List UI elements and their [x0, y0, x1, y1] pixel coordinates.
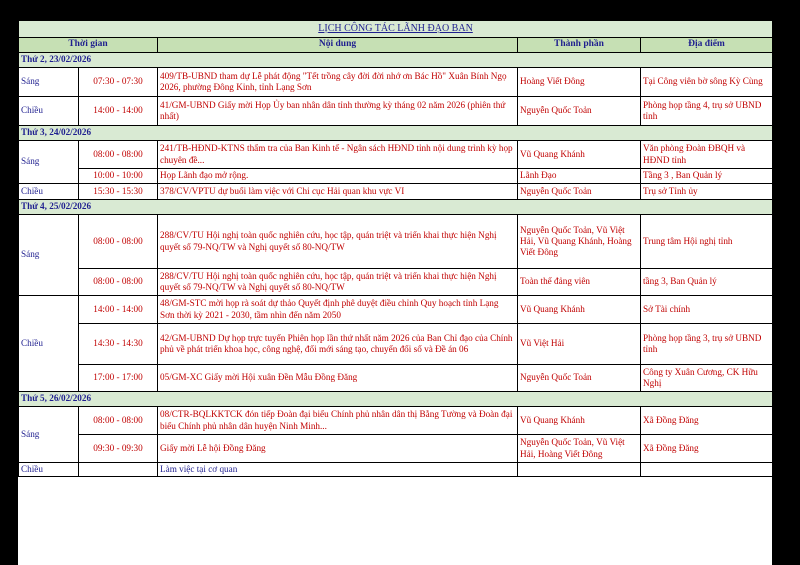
session-label: Sáng [19, 407, 79, 463]
event-location: Phòng họp tầng 3, trụ sở UBND tỉnh [641, 324, 773, 365]
table-row [19, 296, 773, 324]
header-time: Thời gian [19, 38, 158, 53]
event-location: Tầng 3 , Ban Quản lý [641, 169, 773, 184]
table-row [19, 169, 773, 184]
table-row [19, 68, 773, 97]
event-participants: Nguyễn Quốc Toản, Vũ Việt Hải, Vũ Quang Khánh, Hoàng Viết Đông [518, 215, 641, 269]
event-content: 378/CV/VPTU dự buổi làm việc với Chi cục Hải quan khu vực VI [158, 184, 518, 200]
event-content: 42/GM-UBND Dự họp trực tuyến Phiên họp lần thứ nhất năm 2026 của Ban Chỉ đạo của Chính phủ về phát triển khoa học, công nghệ, đổi mới sáng tạo, chuyển đổi số và Đề án 06 [158, 324, 518, 365]
table-row [19, 215, 773, 269]
table-row [19, 269, 773, 296]
event-participants: Nguyễn Quốc Toản [518, 97, 641, 126]
event-time: 14:00 - 14:00 [79, 296, 158, 324]
day-header: Thứ 5, 26/02/2026 [19, 392, 773, 407]
event-participants: Hoàng Viết Đông [518, 68, 641, 97]
table-row [19, 463, 773, 477]
schedule-table [18, 20, 773, 477]
event-time: 17:00 - 17:00 [79, 365, 158, 392]
event-time [79, 463, 158, 477]
day-header: Thứ 4, 25/02/2026 [19, 200, 773, 215]
day-header: Thứ 3, 24/02/2026 [19, 126, 773, 141]
event-participants: Nguyễn Quốc Toản [518, 365, 641, 392]
event-location: Trụ sở Tỉnh ủy [641, 184, 773, 200]
session-label: Chiều [19, 463, 79, 477]
table-row [19, 184, 773, 200]
session-label: Sáng [19, 68, 79, 97]
table-row [19, 365, 773, 392]
event-content: 08/CTR-BQLKKTCK đón tiếp Đoàn đại biểu Chính phủ nhân dân thị Bằng Tường và Đoàn đại biểu Chính phủ nhân dân huyện Ninh Minh... [158, 407, 518, 435]
table-row [19, 435, 773, 463]
day-header: Thứ 2, 23/02/2026 [19, 53, 773, 68]
table-row [19, 324, 773, 365]
event-participants: Nguyễn Quốc Toản, Vũ Việt Hải, Hoàng Viết Đông [518, 435, 641, 463]
event-time: 08:00 - 08:00 [79, 407, 158, 435]
event-participants: Vũ Quang Khánh [518, 141, 641, 169]
table-row [19, 97, 773, 126]
event-content: Họp Lãnh đạo mở rộng. [158, 169, 518, 184]
event-content: 409/TB-UBND tham dự Lễ phát động "Tết trồng cây đời đời nhớ ơn Bác Hồ" Xuân Bính Ngọ 2026, phường Đông Kinh, tỉnh Lạng Sơn [158, 68, 518, 97]
event-content: 48/GM-STC mời họp rà soát dự thảo Quyết định phê duyệt điều chỉnh Quy hoạch tỉnh Lạng Sơn thời kỳ 2021 - 2030, tầm nhìn đến năm 2050 [158, 296, 518, 324]
event-content: 288/CV/TU Hội nghị toàn quốc nghiên cứu, học tập, quán triệt và triển khai thực hiện Nghị quyết số 79-NQ/TW và Nghị quyết số 80-NQ/TW [158, 269, 518, 296]
event-time: 14:30 - 14:30 [79, 324, 158, 365]
session-label: Chiều [19, 184, 79, 200]
event-participants [518, 463, 641, 477]
event-location: Sở Tài chính [641, 296, 773, 324]
event-time: 09:30 - 09:30 [79, 435, 158, 463]
event-time: 07:30 - 07:30 [79, 68, 158, 97]
event-participants: Vũ Việt Hải [518, 324, 641, 365]
event-content: 05/GM-XC Giấy mời Hội xuân Đền Mẫu Đồng Đăng [158, 365, 518, 392]
event-content: 41/GM-UBND Giấy mời Họp Ủy ban nhân dân tỉnh thường kỳ tháng 02 năm 2026 (phiên thứ nhất) [158, 97, 518, 126]
event-location [641, 463, 773, 477]
event-location: Văn phòng Đoàn ĐBQH và HĐND tỉnh [641, 141, 773, 169]
event-location: Xã Đồng Đăng [641, 435, 773, 463]
event-time: 08:00 - 08:00 [79, 269, 158, 296]
table-row [19, 141, 773, 169]
event-content: Giấy mời Lễ hội Đồng Đăng [158, 435, 518, 463]
session-label: Sáng [19, 141, 79, 184]
event-content: Làm việc tại cơ quan [158, 463, 518, 477]
event-content: 288/CV/TU Hội nghị toàn quốc nghiên cứu, học tập, quán triệt và triển khai thực hiện Nghị quyết số 79-NQ/TW và Nghị quyết số 80-NQ/TW [158, 215, 518, 269]
event-participants: Vũ Quang Khánh [518, 296, 641, 324]
event-location: Tại Công viên bờ sông Kỳ Cùng [641, 68, 773, 97]
event-participants: Lãnh Đạo [518, 169, 641, 184]
header-participants: Thành phần [518, 38, 641, 53]
page-title: LỊCH CÔNG TÁC LÃNH ĐẠO BAN [19, 21, 773, 38]
event-time: 14:00 - 14:00 [79, 97, 158, 126]
event-location: tầng 3, Ban Quản lý [641, 269, 773, 296]
event-time: 10:00 - 10:00 [79, 169, 158, 184]
table-row [19, 407, 773, 435]
session-label: Chiều [19, 296, 79, 392]
event-location: Phòng họp tầng 4, trụ sở UBND tỉnh [641, 97, 773, 126]
session-label: Sáng [19, 215, 79, 296]
event-location: Công ty Xuân Cương, CK Hữu Nghị [641, 365, 773, 392]
header-location: Địa điểm [641, 38, 773, 53]
event-time: 08:00 - 08:00 [79, 141, 158, 169]
event-time: 15:30 - 15:30 [79, 184, 158, 200]
event-participants: Vũ Quang Khánh [518, 407, 641, 435]
session-label: Chiều [19, 97, 79, 126]
event-location: Xã Đồng Đăng [641, 407, 773, 435]
event-content: 241/TB-HĐND-KTNS thẩm tra của Ban Kinh tế - Ngân sách HĐND tỉnh nội dung trình kỳ họp chuyên đề... [158, 141, 518, 169]
event-location: Trung tâm Hội nghị tỉnh [641, 215, 773, 269]
event-time: 08:00 - 08:00 [79, 215, 158, 269]
schedule-page [18, 20, 772, 565]
event-participants: Nguyễn Quốc Toản [518, 184, 641, 200]
event-participants: Toàn thể đảng viên [518, 269, 641, 296]
header-content: Nội dung [158, 38, 518, 53]
